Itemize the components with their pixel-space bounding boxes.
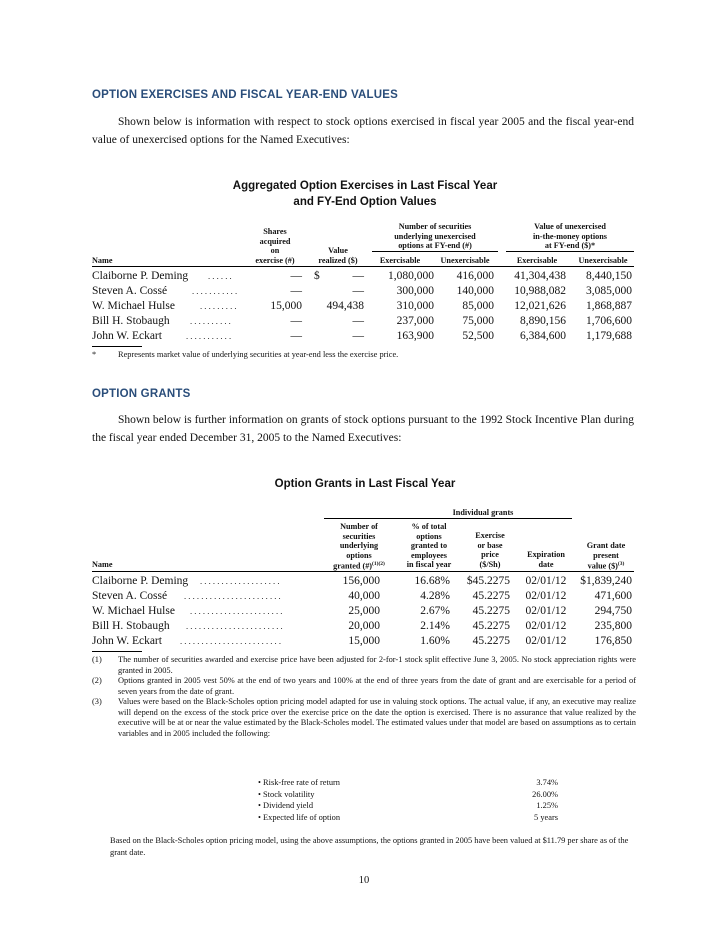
header-sup: (3) bbox=[617, 561, 625, 567]
header-line: in fiscal year bbox=[406, 560, 452, 569]
cell-price: 45.2275 bbox=[472, 605, 510, 617]
table1-header-shares-acquired bbox=[244, 227, 306, 265]
assumption-item bbox=[258, 813, 558, 825]
cell-leader: . . . . . . . . . . . . . . . . . . . . . . . bbox=[186, 621, 283, 631]
footnote bbox=[92, 697, 636, 739]
footnote-text: Options granted in 2005 vest 50% at the end of two years and 100% at the end of three years from the date of grant and are exercisable for a period of seven years from the date of grant. bbox=[118, 676, 636, 696]
header-line: Number of bbox=[340, 522, 378, 531]
table1-header-exercisable-value: Exercisable bbox=[516, 256, 558, 265]
page-number: 10 bbox=[358, 875, 370, 886]
cell-exercisable: 163,900 bbox=[396, 330, 434, 342]
cell-name: Steven A. Cossé bbox=[92, 590, 168, 602]
footnote bbox=[92, 655, 636, 676]
cell-grant-value: 176,850 bbox=[594, 635, 632, 647]
footnote-mark: (1) bbox=[92, 655, 102, 664]
cell-unexercisable: 75,000 bbox=[462, 315, 494, 327]
cell-shares: — bbox=[290, 270, 302, 282]
section1-intro: Shown below is information with respect to stock options exercised in fiscal year 2005 and the fiscal year-end value of unexercised options for the Named Executives: bbox=[92, 116, 634, 146]
table1-title-line1: Aggregated Option Exercises in Last Fiscal Year bbox=[232, 180, 498, 192]
assumption-label: • Risk-free rate of return bbox=[258, 778, 340, 787]
assumption-value: 5 years bbox=[534, 812, 558, 822]
header-text: granted (#) bbox=[333, 561, 373, 571]
header-line: Exercise bbox=[475, 531, 505, 540]
table1-header-num-securities bbox=[370, 222, 500, 251]
assumption-item bbox=[258, 801, 558, 813]
cell-price: 45.2275 bbox=[472, 590, 510, 602]
cell-granted: 25,000 bbox=[348, 605, 380, 617]
table1-footnote: Represents market value of underlying securities at year-end less the exercise price. bbox=[118, 350, 399, 359]
header-line: Value of unexercised bbox=[534, 222, 606, 231]
cell-leader: . . . . . . bbox=[208, 271, 232, 281]
cell-name: W. Michael Hulse bbox=[92, 605, 175, 617]
cell-leader: . . . . . . . . . . . . . . . . . . . . . . . bbox=[184, 591, 281, 601]
cell-price: 45.2275 bbox=[472, 635, 510, 647]
footnote-text: Values were based on the Black-Scholes option pricing model adapted for use in valuing stock options. The actual value, if any, an executive may realize will depend on the excess of the stock price over the exercise price on the date the option is exercised. There is no assurance that value realized by the executive will be at or near the value estimated by the Black-Scholes model. The estimated values under that model are based on assumptions as to certain variables and in 2005 included the following: bbox=[118, 697, 636, 738]
cell-value-exercisable: 10,988,082 bbox=[514, 285, 566, 297]
table-row bbox=[92, 619, 636, 634]
header-line: employees bbox=[411, 550, 447, 560]
cell-value: — bbox=[352, 270, 364, 282]
cell-dollar: $ bbox=[314, 270, 320, 282]
header-line: Shares bbox=[263, 227, 287, 236]
table2-group-underline bbox=[324, 518, 572, 519]
cell-grant-value: 294,750 bbox=[594, 605, 632, 617]
table2-group-header: Individual grants bbox=[452, 508, 514, 517]
cell-expiration: 02/01/12 bbox=[525, 620, 567, 632]
assumption-value: 3.74% bbox=[536, 778, 558, 787]
header-line: ($/Sh) bbox=[479, 559, 501, 569]
cell-unexercisable: 85,000 bbox=[462, 300, 494, 312]
assumption-value: 26.00% bbox=[532, 789, 558, 799]
cell-name: Steven A. Cossé bbox=[92, 285, 168, 297]
cell-value-exercisable: 41,304,438 bbox=[514, 270, 566, 282]
cell-expiration: 02/01/12 bbox=[525, 590, 567, 602]
table-row bbox=[92, 284, 636, 299]
cell-value-exercisable: 12,021,626 bbox=[514, 300, 566, 312]
cell-pct: 2.14% bbox=[420, 620, 450, 632]
cell-price: 45.2275 bbox=[472, 620, 510, 632]
table1-footnote-mark: * bbox=[92, 350, 97, 359]
header-line: on bbox=[270, 246, 280, 255]
table1-body bbox=[92, 269, 636, 344]
header-line: Expiration bbox=[527, 550, 565, 559]
footnote-rule bbox=[92, 651, 142, 652]
table1-group-underline bbox=[372, 251, 498, 252]
cell-leader: . . . . . . . . . . . . . . . . . . . . . . bbox=[190, 606, 283, 616]
header-sup: (1)(2) bbox=[372, 561, 385, 567]
header-line: % of total bbox=[411, 522, 447, 531]
cell-name: John W. Eckart bbox=[92, 635, 162, 647]
cell-value-unexercisable: 1,179,688 bbox=[586, 330, 632, 342]
table1-header-unexercisable: Unexercisable bbox=[440, 256, 490, 265]
table1-group-underline bbox=[506, 251, 634, 252]
cell-name: Claiborne P. Deming bbox=[92, 575, 189, 587]
assumption-item bbox=[258, 778, 558, 790]
table2-footnotes bbox=[92, 655, 636, 739]
table2-header-rule bbox=[92, 571, 634, 572]
table1-header-unexercisable-value: Unexercisable bbox=[578, 256, 628, 265]
closing-note: Based on the Black-Scholes option pricing model, using the above assumptions, the options granted in 2005 have been valued at $11.79 per share as of the grant date. bbox=[110, 836, 629, 857]
header-line: Value bbox=[328, 246, 348, 255]
footnote-mark: (3) bbox=[92, 697, 102, 706]
cell-unexercisable: 52,500 bbox=[462, 330, 494, 342]
table-row bbox=[92, 634, 636, 649]
table2-header-pct bbox=[396, 522, 462, 570]
assumptions-list bbox=[258, 778, 558, 824]
footnote-text: The number of securities awarded and exercise price have been adjusted for 2-for-1 stock split effective June 3, 2005. No stock appreciation rights were granted in 2005. bbox=[118, 655, 636, 675]
cell-granted: 15,000 bbox=[348, 635, 380, 647]
cell-unexercisable: 140,000 bbox=[456, 285, 494, 297]
table-row bbox=[92, 314, 636, 329]
cell-shares: — bbox=[290, 315, 302, 327]
table1-title bbox=[200, 178, 530, 210]
cell-price: $45.2275 bbox=[466, 575, 510, 587]
assumption-label: • Expected life of option bbox=[258, 812, 341, 822]
footnote-mark: (2) bbox=[92, 676, 102, 685]
table-row bbox=[92, 269, 636, 284]
header-line: date bbox=[538, 559, 554, 569]
header-line: underlying bbox=[339, 541, 379, 550]
cell-value-exercisable: 6,384,600 bbox=[520, 330, 566, 342]
cell-value-unexercisable: 3,085,000 bbox=[586, 285, 632, 297]
header-line: options bbox=[346, 550, 372, 560]
cell-pct: 16.68% bbox=[414, 575, 450, 587]
cell-pct: 1.60% bbox=[420, 635, 450, 647]
footnote-rule bbox=[92, 346, 142, 347]
header-line: securities bbox=[342, 531, 376, 541]
table-row bbox=[92, 299, 636, 314]
cell-leader: . . . . . . . . . . . bbox=[186, 331, 232, 341]
cell-granted: 40,000 bbox=[348, 590, 380, 602]
section2-intro: Shown below is further information on grants of stock options pursuant to the 1992 Stock Incentive Plan during the fiscal year ended December 31, 2005 to the Named Executives: bbox=[92, 414, 634, 444]
cell-exercisable: 1,080,000 bbox=[388, 270, 434, 282]
table2-header-granted bbox=[324, 522, 394, 571]
cell-grant-value: 235,800 bbox=[594, 620, 632, 632]
cell-name: Bill H. Stobaugh bbox=[92, 620, 170, 632]
cell-value-unexercisable: 1,706,600 bbox=[586, 315, 632, 327]
cell-value: — bbox=[352, 315, 364, 327]
header-line: realized ($) bbox=[318, 255, 358, 265]
table1-header-value-realized bbox=[306, 246, 370, 265]
header-line bbox=[576, 560, 636, 571]
cell-granted: 156,000 bbox=[342, 575, 380, 587]
table1-title-line2: and FY-End Option Values bbox=[293, 196, 437, 208]
header-line: acquired bbox=[259, 236, 291, 246]
header-line: Grant date bbox=[586, 541, 626, 550]
assumption-value: 1.25% bbox=[536, 801, 558, 810]
cell-value: 494,438 bbox=[326, 300, 364, 312]
table-row bbox=[92, 574, 636, 589]
cell-shares: — bbox=[290, 330, 302, 342]
cell-value-unexercisable: 8,440,150 bbox=[586, 270, 632, 282]
header-line: options at FY-end (#) bbox=[398, 241, 472, 250]
cell-value: — bbox=[352, 330, 364, 342]
cell-expiration: 02/01/12 bbox=[525, 575, 567, 587]
cell-value-unexercisable: 1,868,887 bbox=[586, 300, 632, 312]
cell-grant-value: $1,839,240 bbox=[580, 575, 632, 587]
table1-header-name: Name bbox=[92, 256, 113, 265]
header-line: options bbox=[416, 531, 442, 541]
table-row bbox=[92, 329, 636, 344]
cell-unexercisable: 416,000 bbox=[456, 270, 494, 282]
assumption-label: • Dividend yield bbox=[258, 801, 314, 810]
cell-exercisable: 310,000 bbox=[396, 300, 434, 312]
table2-title: Option Grants in Last Fiscal Year bbox=[274, 478, 456, 490]
assumption-label: • Stock volatility bbox=[258, 789, 315, 799]
header-line: granted to bbox=[410, 541, 448, 550]
cell-name: John W. Eckart bbox=[92, 330, 162, 342]
table2-header-expiration bbox=[518, 550, 574, 569]
section-heading-option-grants: OPTION GRANTS bbox=[92, 388, 191, 400]
cell-leader: . . . . . . . . . bbox=[200, 301, 237, 311]
table-row bbox=[92, 589, 636, 604]
cell-leader: . . . . . . . . . . . . . . . . . . . bbox=[200, 576, 280, 586]
cell-shares: 15,000 bbox=[270, 300, 302, 312]
cell-leader: . . . . . . . . . . bbox=[190, 316, 231, 326]
table2-body bbox=[92, 574, 636, 649]
table2-header-name: Name bbox=[92, 560, 113, 569]
table1-header-rule bbox=[92, 266, 634, 267]
cell-name: W. Michael Hulse bbox=[92, 300, 175, 312]
header-line bbox=[324, 560, 394, 571]
header-line: in-the-money options bbox=[533, 231, 607, 241]
cell-pct: 2.67% bbox=[420, 605, 450, 617]
cell-value-exercisable: 8,890,156 bbox=[520, 315, 566, 327]
table1-header-exercisable: Exercisable bbox=[379, 256, 421, 265]
table2-header-grant-value bbox=[576, 541, 636, 571]
header-text: value ($) bbox=[587, 561, 618, 571]
section-heading-option-exercises: OPTION EXERCISES AND FISCAL YEAR-END VALUES bbox=[92, 89, 398, 101]
cell-leader: . . . . . . . . . . . bbox=[192, 286, 238, 296]
table2-header-price bbox=[462, 531, 518, 569]
cell-exercisable: 237,000 bbox=[396, 315, 434, 327]
assumption-item bbox=[258, 790, 558, 802]
cell-expiration: 02/01/12 bbox=[525, 605, 567, 617]
cell-exercisable: 300,000 bbox=[396, 285, 434, 297]
cell-name: Claiborne P. Deming bbox=[92, 270, 189, 282]
header-line: Number of securities bbox=[398, 222, 472, 231]
header-line: at FY-end ($)* bbox=[544, 241, 596, 250]
cell-expiration: 02/01/12 bbox=[525, 635, 567, 647]
footnote bbox=[92, 676, 636, 697]
header-line: underlying unexercised bbox=[394, 231, 476, 241]
cell-leader: . . . . . . . . . . . . . . . . . . . . . . . . bbox=[180, 636, 281, 646]
header-line: price bbox=[481, 550, 499, 559]
cell-granted: 20,000 bbox=[348, 620, 380, 632]
cell-pct: 4.28% bbox=[420, 590, 450, 602]
table1-header-value-unexercised bbox=[504, 222, 636, 251]
cell-grant-value: 471,600 bbox=[594, 590, 632, 602]
header-line: exercise (#) bbox=[255, 255, 295, 265]
cell-value: — bbox=[352, 285, 364, 297]
cell-name: Bill H. Stobaugh bbox=[92, 315, 170, 327]
header-line: or base bbox=[477, 540, 503, 550]
table-row bbox=[92, 604, 636, 619]
header-line: present bbox=[593, 550, 619, 560]
cell-shares: — bbox=[290, 285, 302, 297]
